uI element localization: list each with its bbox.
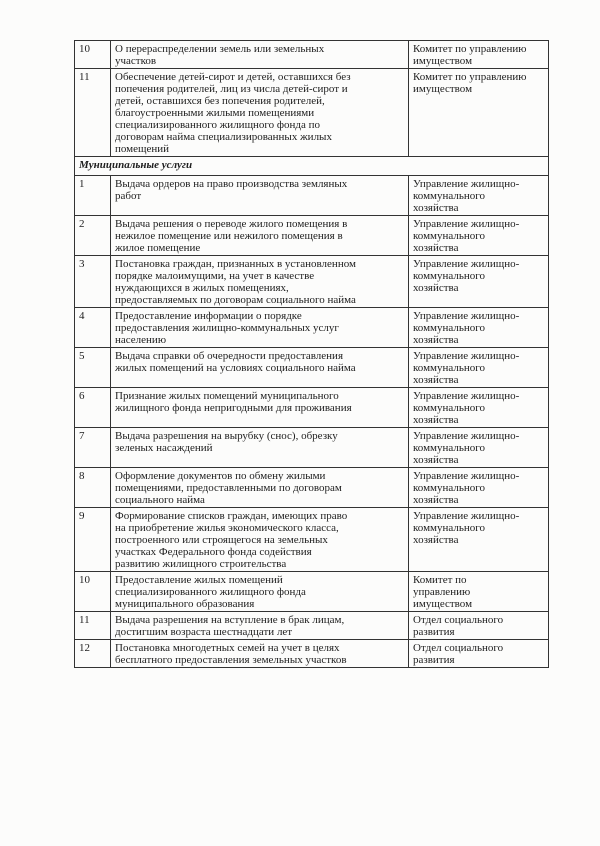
department-line: коммунального (413, 322, 485, 334)
department-line: хозяйства (413, 414, 459, 426)
table-row (75, 308, 549, 348)
table-row (75, 69, 549, 157)
service-name-line: Оформление документов по обмену жилыми (115, 470, 326, 482)
service-name-cell (111, 348, 409, 388)
section-header-row (75, 157, 549, 176)
row-number: 10 (75, 41, 111, 69)
department-line: Комитет по управлению (413, 43, 527, 55)
department-line: хозяйства (413, 534, 459, 546)
row-number: 5 (75, 348, 111, 388)
service-name-cell (111, 572, 409, 612)
department-cell (409, 612, 549, 640)
table-body-municipal (75, 176, 549, 668)
department-line: развития (413, 626, 455, 638)
table-row (75, 176, 549, 216)
service-name-line: жилое помещение (115, 242, 201, 254)
row-number: 2 (75, 216, 111, 256)
service-name-line: на приобретение жилья экономического класса, (115, 522, 339, 534)
department-line: Управление жилищно- (413, 470, 520, 482)
service-name-cell (111, 308, 409, 348)
row-number: 7 (75, 428, 111, 468)
department-line: коммунального (413, 402, 485, 414)
service-name-line: специализированного жилищного фонда (115, 586, 306, 598)
department-line: имуществом (413, 83, 473, 95)
department-cell (409, 508, 549, 572)
department-line: имуществом (413, 55, 473, 67)
department-line: Управление жилищно- (413, 510, 520, 522)
service-name-line: муниципального образования (115, 598, 255, 610)
service-name-line: жилищного фонда непригодными для проживания (115, 402, 352, 414)
department-cell (409, 468, 549, 508)
department-cell (409, 256, 549, 308)
table-row (75, 216, 549, 256)
department-line: Отдел социального (413, 614, 504, 626)
services-table (74, 40, 549, 668)
service-name-line: развитию жилищного строительства (115, 558, 287, 570)
department-cell (409, 388, 549, 428)
service-name-line: жилых помещений на условиях социального найма (115, 362, 356, 374)
service-name-cell (111, 640, 409, 668)
department-line: Управление жилищно- (413, 390, 520, 402)
service-name-cell (111, 428, 409, 468)
department-cell (409, 308, 549, 348)
department-line: коммунального (413, 190, 485, 202)
department-line: коммунального (413, 362, 485, 374)
table-row (75, 572, 549, 612)
service-name-cell (111, 612, 409, 640)
table-row (75, 41, 549, 69)
department-line: коммунального (413, 522, 485, 534)
department-cell (409, 69, 549, 157)
service-name-cell (111, 216, 409, 256)
row-number: 9 (75, 508, 111, 572)
table-row (75, 428, 549, 468)
service-name-line: работ (115, 190, 142, 202)
department-line: коммунального (413, 442, 485, 454)
department-line: Управление жилищно- (413, 430, 520, 442)
department-line: хозяйства (413, 494, 459, 506)
service-name-cell (111, 468, 409, 508)
service-name-line: О перераспределении земель или земельных (115, 43, 325, 55)
service-name-line: Выдача разрешения на вырубку (снос), обрезку (115, 430, 338, 442)
department-line: Управление жилищно- (413, 178, 520, 190)
service-name-cell (111, 256, 409, 308)
service-name-cell (111, 41, 409, 69)
service-name-line: попечения родителей, лиц из числа детей-сирот и (115, 83, 348, 95)
row-number: 1 (75, 176, 111, 216)
table-row (75, 256, 549, 308)
table-row (75, 388, 549, 428)
service-name-cell (111, 508, 409, 572)
department-line: хозяйства (413, 242, 459, 254)
department-line: хозяйства (413, 202, 459, 214)
department-line: хозяйства (413, 454, 459, 466)
service-name-line: нежилое помещение или нежилого помещения в (115, 230, 343, 242)
service-name-line: предоставляемых по договорам социального найма (115, 294, 356, 306)
service-name-line: договорам найма специализированных жилых (115, 131, 332, 143)
service-name-line: Выдача разрешения на вступление в брак лицам, (115, 614, 345, 626)
service-name-cell (111, 176, 409, 216)
table-row (75, 508, 549, 572)
department-cell (409, 640, 549, 668)
service-name-line: участках Федерального фонда содействия (115, 546, 312, 558)
service-name-line: зеленых насаждений (115, 442, 213, 454)
service-name-line: Обеспечение детей-сирот и детей, оставшихся без (115, 71, 351, 83)
department-line: Комитет по (413, 574, 467, 586)
section-title: Муниципальные услуги (75, 157, 549, 176)
service-name-line: Формирование списков граждан, имеющих право (115, 510, 348, 522)
service-name-line: Выдача справки об очередности предоставления (115, 350, 344, 362)
table-row (75, 612, 549, 640)
service-name-line: Предоставление информации о порядке (115, 310, 302, 322)
row-number: 4 (75, 308, 111, 348)
department-line: Управление жилищно- (413, 258, 520, 270)
table-body-top (75, 41, 549, 157)
department-cell (409, 176, 549, 216)
department-line: Отдел социального (413, 642, 504, 654)
service-name-line: Выдача ордеров на право производства земляных (115, 178, 348, 190)
department-line: Управление жилищно- (413, 310, 520, 322)
department-line: имуществом (413, 598, 473, 610)
service-name-line: участков (115, 55, 157, 67)
department-line: коммунального (413, 482, 485, 494)
service-name-line: помещениями, предоставленными по договорам (115, 482, 342, 494)
department-line: хозяйства (413, 374, 459, 386)
service-name-line: Предоставление жилых помещений (115, 574, 283, 586)
row-number: 12 (75, 640, 111, 668)
service-name-line: социального найма (115, 494, 205, 506)
row-number: 3 (75, 256, 111, 308)
service-name-line: Постановка граждан, признанных в установленном (115, 258, 356, 270)
row-number: 10 (75, 572, 111, 612)
service-name-line: достигшим возраста шестнадцати лет (115, 626, 293, 638)
department-cell (409, 428, 549, 468)
department-line: развития (413, 654, 455, 666)
service-name-cell (111, 69, 409, 157)
service-name-line: специализированного жилищного фонда по (115, 119, 321, 131)
department-cell (409, 348, 549, 388)
row-number: 6 (75, 388, 111, 428)
service-name-line: Постановка многодетных семей на учет в целях (115, 642, 340, 654)
department-line: Комитет по управлению (413, 71, 527, 83)
service-name-line: нуждающихся в жилых помещениях, (115, 282, 289, 294)
department-cell (409, 216, 549, 256)
table-row (75, 468, 549, 508)
service-name-line: порядке малоимущими, на учет в качестве (115, 270, 315, 282)
row-number: 11 (75, 612, 111, 640)
department-line: Управление жилищно- (413, 218, 520, 230)
service-name-line: построенного или строящегося на земельных (115, 534, 328, 546)
service-name-line: Признание жилых помещений муниципального (115, 390, 339, 402)
department-line: хозяйства (413, 334, 459, 346)
service-name-line: детей, оставшихся без попечения родителей, (115, 95, 325, 107)
department-line: управлению (413, 586, 471, 598)
service-name-line: помещений (115, 143, 170, 155)
service-name-line: Выдача решения о переводе жилого помещения в (115, 218, 348, 230)
service-name-line: бесплатного предоставления земельных участков (115, 654, 347, 666)
service-name-cell (111, 388, 409, 428)
service-name-line: благоустроенными жилыми помещениями (115, 107, 315, 119)
department-line: коммунального (413, 270, 485, 282)
department-line: хозяйства (413, 282, 459, 294)
table-row (75, 348, 549, 388)
department-cell (409, 572, 549, 612)
section-municipal (75, 157, 549, 176)
department-cell (409, 41, 549, 69)
service-name-line: предоставления жилищно-коммунальных услуг (115, 322, 339, 334)
service-name-line: населению (115, 334, 167, 346)
table-row (75, 640, 549, 668)
row-number: 8 (75, 468, 111, 508)
department-line: Управление жилищно- (413, 350, 520, 362)
department-line: коммунального (413, 230, 485, 242)
row-number: 11 (75, 69, 111, 157)
